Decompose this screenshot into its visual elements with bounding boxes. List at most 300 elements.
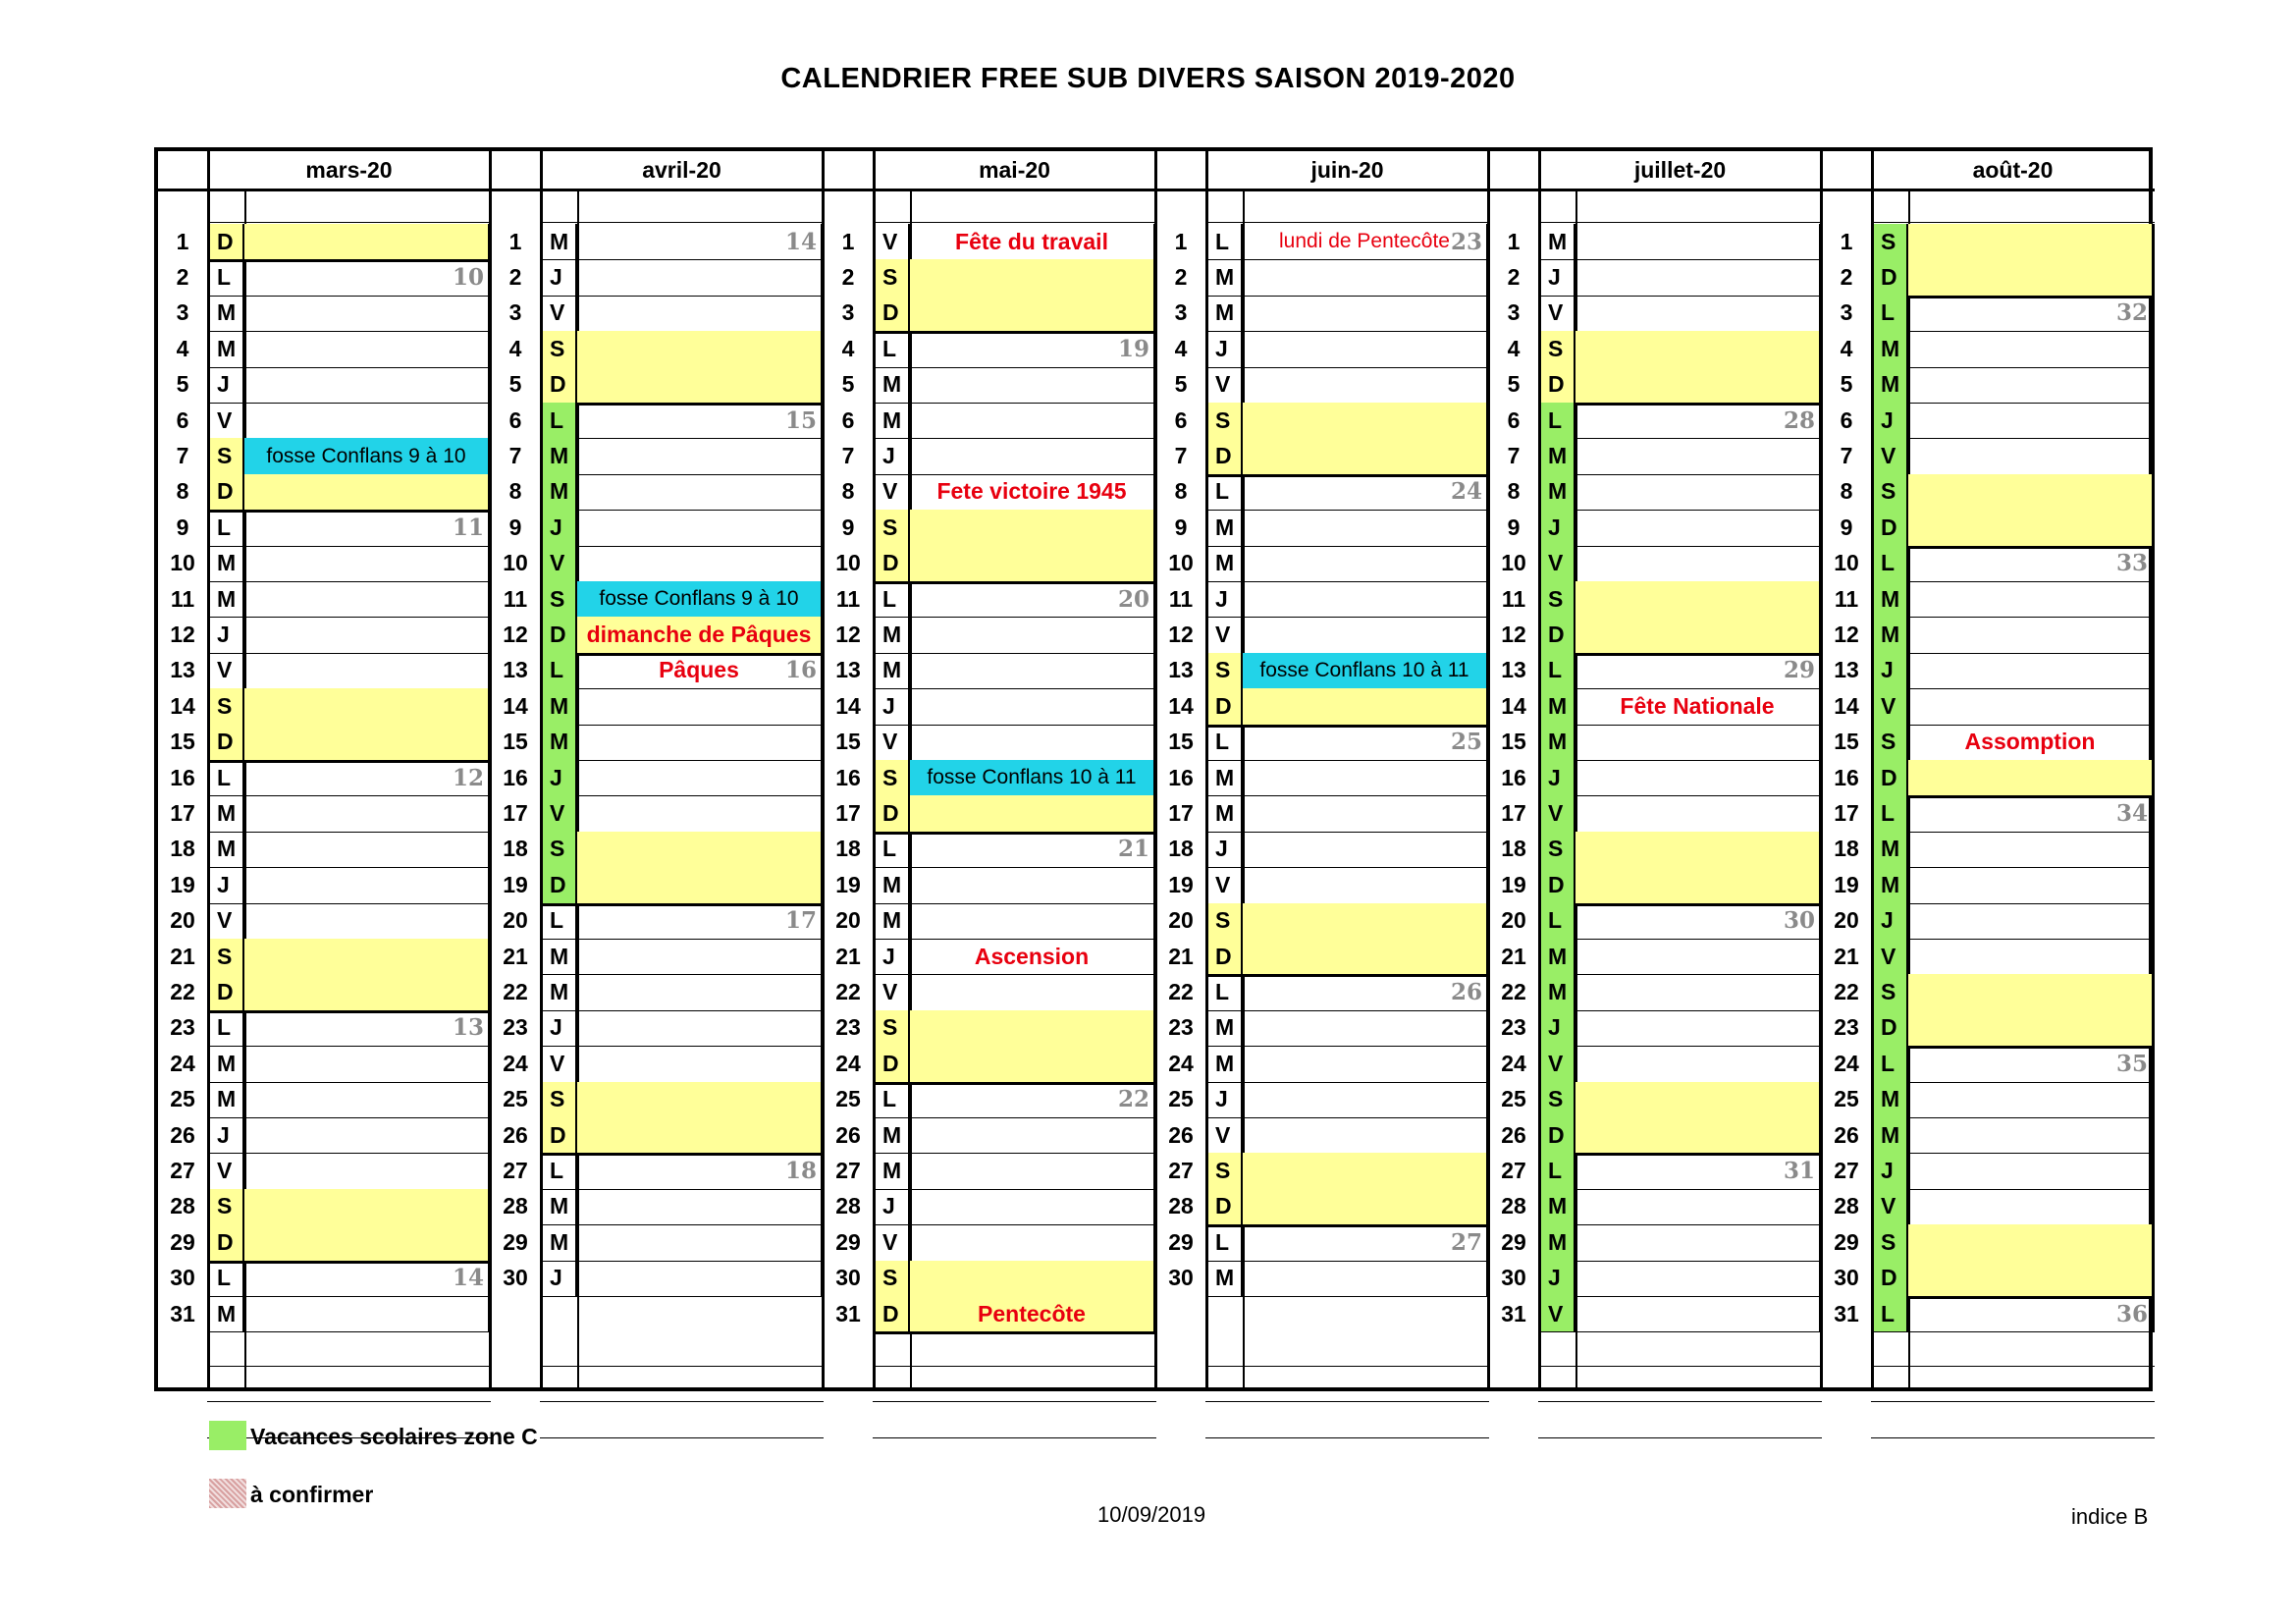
day-number: 11	[1501, 585, 1526, 612]
day-number: 30	[835, 1265, 861, 1291]
day-content	[910, 367, 1156, 403]
weekday-letter: J	[1538, 1261, 1575, 1296]
day-number: 16	[835, 764, 861, 790]
day-number: 22	[170, 979, 195, 1005]
weekday-letter: L	[1871, 1046, 1908, 1081]
weekday-letter: S	[207, 939, 244, 974]
weekday-letter: M	[1871, 867, 1908, 902]
day-content	[910, 939, 1156, 974]
day-content	[910, 1296, 1156, 1331]
day-content	[1243, 1082, 1489, 1117]
weekday-letter: V	[873, 474, 910, 510]
weekday-letter: J	[540, 1010, 577, 1046]
day-number: 19	[1834, 871, 1859, 897]
day-content	[577, 903, 824, 939]
weekday-letter: L	[1538, 903, 1575, 939]
day-content	[244, 974, 491, 1009]
day-number: 4	[508, 335, 522, 361]
day-number: 25	[503, 1086, 528, 1112]
day-number: 10	[1168, 550, 1194, 576]
day-content	[1575, 832, 1822, 867]
weekday-letter: S	[540, 832, 577, 867]
day-number: 18	[503, 836, 528, 862]
day-content	[577, 224, 824, 259]
weekday-letter: V	[1538, 1046, 1575, 1081]
day-number: 7	[1174, 443, 1188, 469]
weekday-letter: S	[1871, 474, 1908, 510]
weekday-letter: S	[873, 1261, 910, 1296]
day-content	[1908, 367, 2155, 403]
weekday-letter: M	[1871, 832, 1908, 867]
weekday-letter: M	[207, 581, 244, 617]
weekday-letter: D	[207, 1224, 244, 1260]
weekday-letter: V	[1538, 546, 1575, 581]
day-number: 4	[841, 335, 855, 361]
weekday-letter: L	[207, 1261, 244, 1296]
weekday-letter: J	[207, 367, 244, 403]
weekday-letter: J	[1871, 903, 1908, 939]
row-line	[873, 1366, 1156, 1367]
weekday-letter: L	[1205, 474, 1243, 510]
weekday-letter: M	[1871, 1082, 1908, 1117]
day-content	[1908, 510, 2155, 545]
weekday-letter: M	[207, 832, 244, 867]
day-number: 13	[1501, 657, 1526, 683]
weekday-letter: V	[540, 296, 577, 331]
weekday-letter: S	[1205, 653, 1243, 688]
day-content	[1243, 617, 1489, 652]
day-content	[244, 259, 491, 295]
week-number: 36	[2115, 1300, 2148, 1327]
weekday-letter: D	[1871, 1010, 1908, 1046]
weekday-letter: M	[207, 1082, 244, 1117]
day-number: 22	[835, 979, 861, 1005]
weekday-letter: M	[207, 795, 244, 831]
month-header: août-20	[1972, 156, 2054, 183]
day-number: 3	[1174, 299, 1188, 326]
week-number: 12	[452, 764, 484, 791]
day-number: 13	[835, 657, 861, 683]
day-number: 23	[1501, 1014, 1526, 1041]
day-content	[1575, 224, 1822, 259]
weekday-letter: S	[207, 688, 244, 724]
day-content	[1243, 760, 1489, 795]
weekday-letter: D	[540, 867, 577, 902]
day-number: 10	[1834, 550, 1859, 576]
day-number: 2	[1174, 264, 1188, 291]
weekday-letter: M	[1538, 688, 1575, 724]
day-number: 12	[1168, 622, 1194, 648]
day-number: 11	[170, 585, 195, 612]
day-number: 3	[1507, 299, 1521, 326]
day-number: 28	[503, 1193, 528, 1219]
day-content	[1575, 581, 1822, 617]
weekday-letter: L	[1205, 224, 1243, 259]
day-number: 20	[170, 907, 195, 934]
row-line	[1538, 1331, 1822, 1332]
day-content	[577, 760, 824, 795]
day-content	[1575, 1296, 1822, 1331]
day-number: 20	[1168, 907, 1194, 934]
day-number: 7	[1507, 443, 1521, 469]
weekday-letter: M	[1871, 331, 1908, 366]
weekday-letter: J	[207, 617, 244, 652]
weekday-letter: J	[1871, 653, 1908, 688]
week-number: 15	[784, 406, 817, 434]
day-content	[577, 653, 824, 688]
day-number: 21	[1168, 943, 1194, 969]
day-content	[1243, 259, 1489, 295]
row-line	[1538, 1437, 1822, 1438]
row-line	[207, 222, 491, 223]
day-number: 27	[1501, 1158, 1526, 1184]
weekday-letter: M	[873, 653, 910, 688]
session-label: fosse Conflans 10 à 11	[927, 766, 1137, 789]
weekday-letter: M	[207, 1046, 244, 1081]
day-content	[1908, 438, 2155, 473]
weekday-letter: M	[1871, 1117, 1908, 1153]
day-content	[577, 474, 824, 510]
weekday-letter: D	[873, 546, 910, 581]
confirmer-label: à confirmer	[250, 1482, 374, 1507]
weekday-letter: V	[1538, 1296, 1575, 1331]
day-number: 19	[503, 871, 528, 897]
day-content	[910, 725, 1156, 760]
day-content	[1575, 760, 1822, 795]
weekday-letter: M	[540, 974, 577, 1009]
weekday-letter: L	[873, 1082, 910, 1117]
week-number: 20	[1117, 585, 1149, 613]
day-content	[244, 939, 491, 974]
day-number: 28	[1501, 1193, 1526, 1219]
weekday-letter: D	[1871, 760, 1908, 795]
weekday-letter: M	[1871, 581, 1908, 617]
day-content	[1243, 331, 1489, 366]
weekday-letter: M	[873, 1153, 910, 1188]
day-number: 6	[841, 406, 855, 433]
day-content	[577, 1261, 824, 1296]
weekday-letter: M	[207, 1296, 244, 1331]
weekday-letter: J	[1205, 331, 1243, 366]
weekday-letter: S	[1871, 224, 1908, 259]
day-content	[244, 1010, 491, 1046]
session-label: fosse Conflans 9 à 10	[599, 587, 799, 611]
weekday-letter: J	[1871, 1153, 1908, 1188]
holiday-label: Pentecôte	[978, 1300, 1086, 1326]
holiday-label: Ascension	[974, 943, 1090, 969]
day-content	[910, 1117, 1156, 1153]
weekday-letter: D	[1871, 510, 1908, 545]
day-content	[1243, 903, 1489, 939]
day-content	[910, 1224, 1156, 1260]
day-number: 16	[170, 764, 195, 790]
day-number: 17	[1168, 800, 1194, 827]
day-content	[1908, 1224, 2155, 1260]
day-number: 23	[1168, 1014, 1194, 1041]
week-number: 31	[1783, 1158, 1815, 1185]
day-number: 23	[1834, 1014, 1859, 1041]
day-number: 18	[1501, 836, 1526, 862]
day-number: 7	[841, 443, 855, 469]
day-content	[577, 1082, 824, 1117]
weekday-letter: V	[540, 795, 577, 831]
day-content	[577, 331, 824, 366]
day-content	[1575, 546, 1822, 581]
row-line	[1871, 1401, 2155, 1402]
day-content	[910, 903, 1156, 939]
day-content	[1575, 1224, 1822, 1260]
day-number: 11	[1168, 585, 1194, 612]
day-number: 29	[1834, 1228, 1859, 1255]
day-number: 29	[1501, 1228, 1526, 1255]
day-number: 4	[1840, 335, 1853, 361]
day-content	[1243, 1046, 1489, 1081]
day-content	[1908, 617, 2155, 652]
day-content	[910, 688, 1156, 724]
week-number: 10	[452, 264, 484, 292]
week-number: 32	[2115, 299, 2148, 327]
day-number: 26	[1168, 1121, 1194, 1148]
row-line	[1205, 1366, 1489, 1367]
day-number: 12	[503, 622, 528, 648]
weekday-letter: M	[1205, 795, 1243, 831]
day-content	[244, 653, 491, 688]
day-content	[1908, 296, 2155, 331]
day-content	[910, 474, 1156, 510]
row-line	[1871, 222, 2155, 223]
weekday-letter: L	[1871, 296, 1908, 331]
day-number: 8	[1174, 478, 1188, 505]
day-content	[577, 1010, 824, 1046]
day-number: 7	[1840, 443, 1853, 469]
row-line	[540, 1437, 824, 1438]
day-number: 6	[508, 406, 522, 433]
weekday-letter: M	[540, 224, 577, 259]
week-number: 25	[1450, 729, 1482, 756]
day-content	[244, 224, 491, 259]
day-number: 19	[170, 871, 195, 897]
day-number: 6	[1507, 406, 1521, 433]
day-content	[244, 832, 491, 867]
day-number: 21	[1501, 943, 1526, 969]
row-line	[540, 1366, 824, 1367]
weekday-letter: S	[540, 581, 577, 617]
day-content	[1243, 1189, 1489, 1224]
day-content	[1575, 653, 1822, 688]
weekday-letter: L	[1205, 1224, 1243, 1260]
weekday-letter: S	[1538, 331, 1575, 366]
day-number: 27	[1834, 1158, 1859, 1184]
week-number: 18	[784, 1158, 817, 1185]
day-content	[1908, 1296, 2155, 1331]
day-number: 16	[1168, 764, 1194, 790]
day-number: 31	[170, 1300, 195, 1326]
weekday-letter: D	[207, 725, 244, 760]
weekday-letter: V	[1538, 795, 1575, 831]
weekday-letter: L	[207, 1010, 244, 1046]
day-content	[1243, 1153, 1489, 1188]
day-content	[1243, 1117, 1489, 1153]
weekday-letter: L	[207, 760, 244, 795]
day-number: 7	[176, 443, 189, 469]
weekday-letter: J	[873, 1189, 910, 1224]
day-content	[910, 438, 1156, 473]
weekday-letter: L	[1205, 725, 1243, 760]
weekday-letter: S	[873, 1010, 910, 1046]
day-content	[1908, 974, 2155, 1009]
day-number: 15	[835, 729, 861, 755]
day-content	[1575, 403, 1822, 438]
weekday-letter: M	[873, 367, 910, 403]
weekday-letter: D	[540, 367, 577, 403]
day-number: 27	[835, 1158, 861, 1184]
day-content	[1575, 296, 1822, 331]
weekday-letter: M	[207, 296, 244, 331]
day-content	[244, 617, 491, 652]
weekday-letter: M	[1871, 367, 1908, 403]
day-number: 13	[503, 657, 528, 683]
day-content	[1908, 331, 2155, 366]
day-content	[1575, 474, 1822, 510]
day-content	[577, 1046, 824, 1081]
day-content	[1908, 1153, 2155, 1188]
weekday-letter: M	[207, 546, 244, 581]
week-number: 14	[452, 1265, 484, 1292]
day-number: 22	[1834, 979, 1859, 1005]
row-line	[873, 1401, 1156, 1402]
weekday-letter: V	[873, 974, 910, 1009]
weekday-letter: L	[1538, 1153, 1575, 1188]
weekday-letter: S	[207, 1189, 244, 1224]
day-number: 17	[835, 800, 861, 827]
day-content	[244, 1046, 491, 1081]
month-header: juin-20	[1310, 156, 1384, 183]
row-line	[540, 1296, 824, 1297]
day-content	[577, 296, 824, 331]
day-number: 25	[170, 1086, 195, 1112]
day-content	[910, 653, 1156, 688]
weekday-letter: S	[1871, 725, 1908, 760]
week-number: 22	[1117, 1086, 1149, 1113]
day-content	[1908, 581, 2155, 617]
row-line	[1871, 1366, 2155, 1367]
day-content	[244, 1189, 491, 1224]
holiday-label: lundi de Pentecôte	[1279, 230, 1450, 253]
day-content	[1243, 832, 1489, 867]
day-number: 6	[1840, 406, 1853, 433]
day-content	[1908, 653, 2155, 688]
day-content	[577, 1189, 824, 1224]
day-number: 6	[176, 406, 189, 433]
day-number: 26	[1501, 1121, 1526, 1148]
day-content	[910, 760, 1156, 795]
row-line	[1871, 1331, 2155, 1332]
weekday-letter: L	[873, 832, 910, 867]
day-content	[1908, 867, 2155, 902]
day-content	[1575, 331, 1822, 366]
day-content	[1243, 438, 1489, 473]
day-number: 7	[508, 443, 522, 469]
day-content	[244, 867, 491, 902]
day-content	[244, 438, 491, 473]
weekday-letter: L	[1871, 546, 1908, 581]
day-number: 8	[1507, 478, 1521, 505]
day-content	[1908, 259, 2155, 295]
day-content	[577, 795, 824, 831]
weekday-letter: L	[1205, 974, 1243, 1009]
day-content	[910, 974, 1156, 1009]
day-content	[244, 1153, 491, 1188]
day-number: 4	[1174, 335, 1188, 361]
day-content	[1908, 546, 2155, 581]
day-number: 22	[1168, 979, 1194, 1005]
day-content	[244, 903, 491, 939]
weekday-letter: L	[873, 581, 910, 617]
day-number: 16	[1834, 764, 1859, 790]
weekday-letter: L	[1871, 795, 1908, 831]
day-content	[577, 939, 824, 974]
day-content	[577, 974, 824, 1009]
weekday-letter: M	[540, 725, 577, 760]
day-content	[577, 688, 824, 724]
day-number: 25	[1168, 1086, 1194, 1112]
day-number: 30	[1168, 1265, 1194, 1291]
day-content	[1908, 795, 2155, 831]
weekday-letter: S	[1871, 1224, 1908, 1260]
day-content	[244, 760, 491, 795]
day-number: 30	[1834, 1265, 1859, 1291]
day-content	[577, 438, 824, 473]
day-content	[1243, 795, 1489, 831]
day-number: 9	[176, 514, 189, 540]
weekday-letter: L	[540, 403, 577, 438]
day-number: 15	[1501, 729, 1526, 755]
day-number: 24	[1501, 1050, 1526, 1076]
day-number: 27	[503, 1158, 528, 1184]
day-content	[577, 867, 824, 902]
day-number: 4	[176, 335, 189, 361]
weekday-letter: M	[873, 903, 910, 939]
day-number: 10	[170, 550, 195, 576]
day-content	[1575, 903, 1822, 939]
day-number: 30	[1501, 1265, 1526, 1291]
weekday-letter: J	[1205, 1082, 1243, 1117]
weekday-letter: D	[1205, 438, 1243, 473]
day-number: 14	[170, 692, 195, 719]
day-number: 1	[508, 228, 522, 254]
row-line	[207, 1401, 491, 1402]
week-number: 33	[2115, 550, 2148, 577]
day-content	[577, 510, 824, 545]
day-number: 18	[1834, 836, 1859, 862]
day-number: 11	[503, 585, 528, 612]
weekday-letter: L	[540, 903, 577, 939]
day-number: 20	[1501, 907, 1526, 934]
day-content	[1243, 581, 1489, 617]
day-content	[910, 832, 1156, 867]
weekday-letter: M	[1205, 1046, 1243, 1081]
day-content	[1575, 974, 1822, 1009]
day-content	[244, 688, 491, 724]
weekday-letter: D	[540, 617, 577, 652]
day-number: 9	[1840, 514, 1853, 540]
row-line	[207, 1331, 491, 1332]
weekday-letter: J	[207, 867, 244, 902]
day-content	[1243, 224, 1489, 259]
day-number: 14	[835, 692, 861, 719]
day-number: 18	[170, 836, 195, 862]
day-number: 2	[841, 264, 855, 291]
